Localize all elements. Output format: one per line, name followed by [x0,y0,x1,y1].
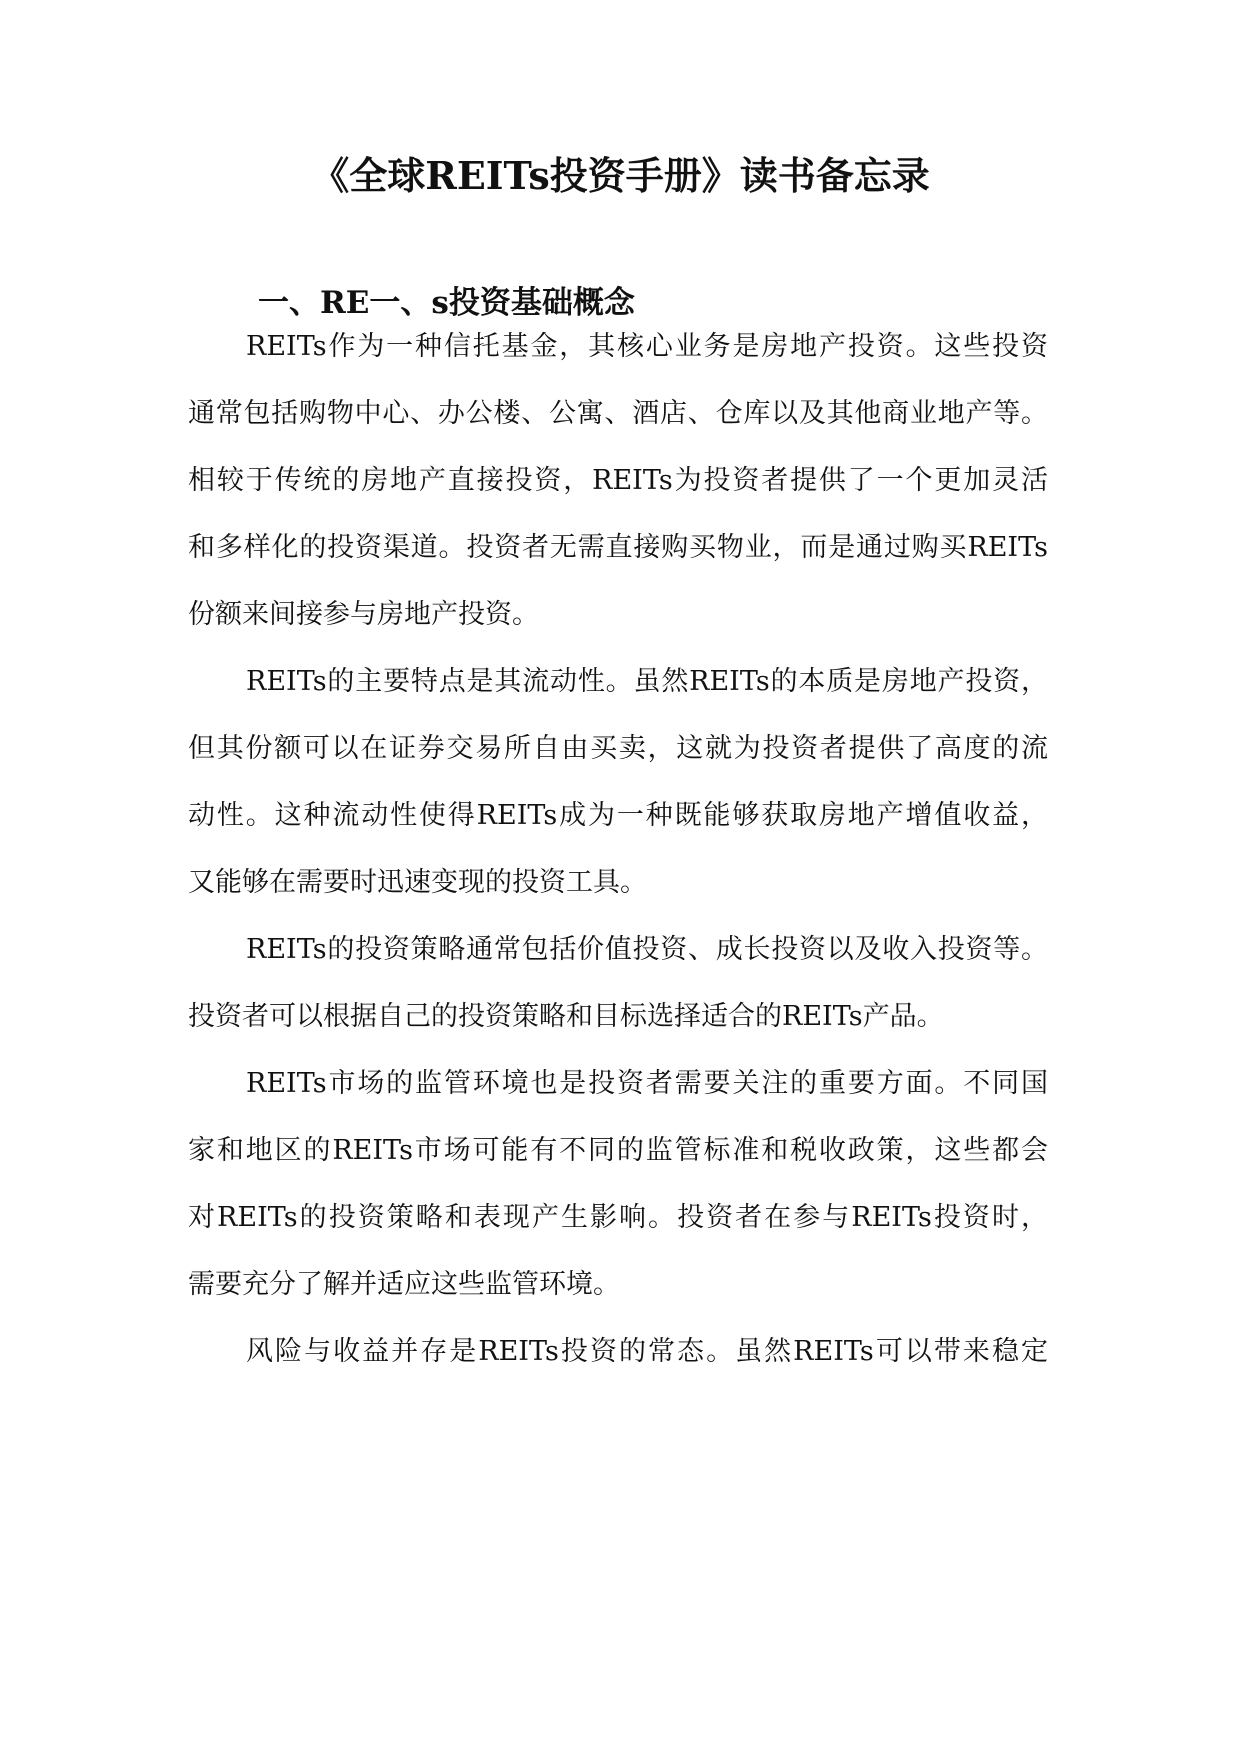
paragraph-line: 相较于传统的房地产直接投资，REITs为投资者提供了一个更加灵活 [188,465,1048,496]
paragraph-line: REITs的主要特点是其流动性。虽然REITs的本质是房地产投资， [246,666,1048,697]
paragraph-line: 又能够在需要时迅速变现的投资工具。 [188,867,647,898]
section-heading: 一、RE一、s投资基础概念 [258,285,635,321]
paragraph-line: 家和地区的REITs市场可能有不同的监管标准和税收政策，这些都会 [188,1135,1048,1166]
paragraph-line: REITs作为一种信托基金，其核心业务是房地产投资。这些投资 [246,331,1048,362]
paragraph-line: REITs市场的监管环境也是投资者需要关注的重要方面。不同国 [246,1068,1048,1099]
paragraph-line: 通常包括购物中心、办公楼、公寓、酒店、仓库以及其他商业地产等。 [188,398,1048,429]
paragraph-line: 投资者可以根据自己的投资策略和目标选择适合的REITs产品。 [188,1001,944,1032]
document-title: 《全球REITs投资手册》读书备忘录 [311,153,930,198]
paragraph-line: 风险与收益并存是REITs投资的常态。虽然REITs可以带来稳定 [246,1336,1048,1367]
paragraph-line: 动性。这种流动性使得REITs成为一种既能够获取房地产增值收益， [188,800,1048,831]
paragraph-line: 对REITs的投资策略和表现产生影响。投资者在参与REITs投资时， [188,1202,1048,1233]
paragraph-line: 和多样化的投资渠道。投资者无需直接购买物业，而是通过购买REITs [188,532,1048,563]
paragraph-line: 但其份额可以在证券交易所自由买卖，这就为投资者提供了高度的流 [188,733,1048,764]
paragraph-line: 份额来间接参与房地产投资。 [188,599,539,630]
paragraph-line: REITs的投资策略通常包括价值投资、成长投资以及收入投资等。 [246,934,1048,965]
paragraph-line: 需要充分了解并适应这些监管环境。 [188,1269,620,1300]
